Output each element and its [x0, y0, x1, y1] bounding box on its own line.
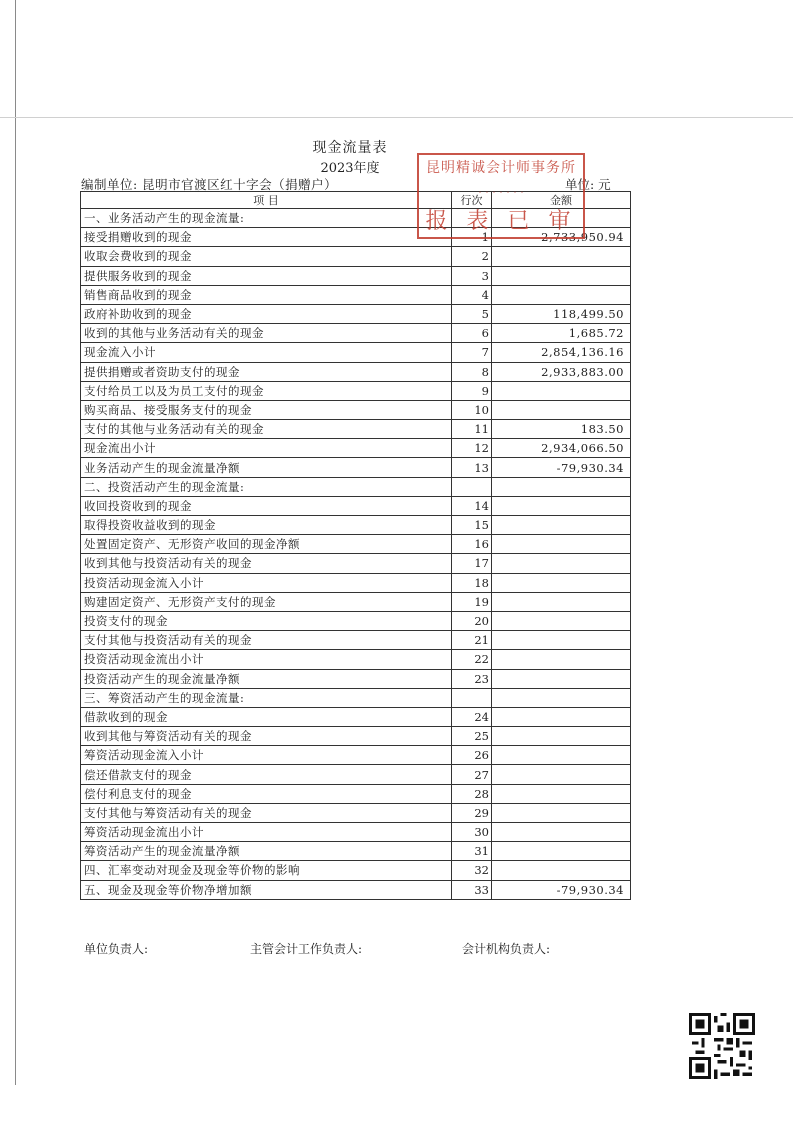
row-line-number: 9 — [452, 381, 492, 400]
row-amount — [492, 631, 631, 650]
row-item: 提供捐赠或者资助支付的现金 — [81, 362, 452, 381]
row-item: 购建固定资产、无形资产支付的现金 — [81, 592, 452, 611]
row-amount — [492, 611, 631, 630]
table-row — [81, 573, 631, 592]
table-row — [81, 285, 631, 304]
row-amount — [492, 247, 631, 266]
table-row — [81, 247, 631, 266]
table-row — [81, 324, 631, 343]
page-title: 现金流量表 — [312, 140, 388, 156]
table-row — [81, 631, 631, 650]
row-line-number: 2 — [452, 247, 492, 266]
row-line-number: 28 — [452, 784, 492, 803]
stamp-line1: 昆明精诚会计师事务所 — [426, 160, 576, 176]
header-item: 项 目 — [81, 192, 452, 209]
stamp-line2: 报 表 已 审 — [425, 209, 577, 234]
row-amount — [492, 516, 631, 535]
row-line-number: 16 — [452, 535, 492, 554]
row-item: 接受捐赠收到的现金 — [81, 228, 452, 247]
table-row — [81, 362, 631, 381]
svg-text:· · · · · · ·: · · · · · · · — [478, 186, 524, 199]
table-row — [81, 746, 631, 765]
header-amount: 金额 — [492, 192, 631, 209]
row-amount — [492, 266, 631, 285]
accounting-head-label: 主管会计工作负责人: — [250, 942, 363, 956]
row-line-number: 4 — [452, 285, 492, 304]
row-item: 收取会费收到的现金 — [81, 247, 452, 266]
row-line-number: 26 — [452, 746, 492, 765]
row-item: 筹资活动现金流入小计 — [81, 746, 452, 765]
table-row — [81, 420, 631, 439]
row-line-number: 22 — [452, 650, 492, 669]
table-row — [81, 803, 631, 822]
table-row — [81, 650, 631, 669]
row-line-number: 21 — [452, 631, 492, 650]
table-row — [81, 343, 631, 362]
row-line-number: 13 — [452, 458, 492, 477]
accounting-dept-head-label: 会计机构负责人: — [462, 942, 551, 956]
table-row — [81, 784, 631, 803]
table-row — [81, 477, 631, 496]
row-item: 偿付利息支付的现金 — [81, 784, 452, 803]
row-line-number: 11 — [452, 420, 492, 439]
row-amount — [492, 746, 631, 765]
table-row — [81, 707, 631, 726]
row-amount — [492, 554, 631, 573]
currency-unit: 单位: 元 — [565, 177, 611, 192]
table-row — [81, 381, 631, 400]
table-row — [81, 592, 631, 611]
row-item: 收到其他与筹资活动有关的现金 — [81, 727, 452, 746]
row-item: 投资支付的现金 — [81, 611, 452, 630]
page-top-line — [0, 117, 793, 118]
row-amount: 183.50 — [492, 420, 631, 439]
table-body — [81, 209, 631, 900]
table-row — [81, 496, 631, 515]
row-amount: 2,733,950.94 — [492, 228, 631, 247]
table-row — [81, 842, 631, 861]
table-row — [81, 880, 631, 899]
table-row — [81, 266, 631, 285]
table-row — [81, 688, 631, 707]
table-row — [81, 439, 631, 458]
row-amount — [492, 842, 631, 861]
row-amount — [492, 496, 631, 515]
table-row — [81, 516, 631, 535]
table-row — [81, 209, 631, 228]
row-amount — [492, 592, 631, 611]
table-row — [81, 535, 631, 554]
row-line-number: 12 — [452, 439, 492, 458]
row-line-number — [452, 209, 492, 228]
row-item: 一、业务活动产生的现金流量: — [81, 209, 452, 228]
row-amount — [492, 285, 631, 304]
table-row — [81, 400, 631, 419]
row-amount — [492, 650, 631, 669]
row-item: 业务活动产生的现金流量净额 — [81, 458, 452, 477]
row-amount: 2,934,066.50 — [492, 439, 631, 458]
row-amount: 2,933,883.00 — [492, 362, 631, 381]
report-year: 2023年度 — [320, 161, 380, 176]
table-row — [81, 727, 631, 746]
row-line-number: 19 — [452, 592, 492, 611]
row-amount — [492, 727, 631, 746]
row-amount: -79,930.34 — [492, 880, 631, 899]
row-line-number — [452, 688, 492, 707]
row-amount — [492, 765, 631, 784]
row-item: 现金流出小计 — [81, 439, 452, 458]
row-line-number: 27 — [452, 765, 492, 784]
row-line-number: 6 — [452, 324, 492, 343]
row-item: 取得投资收益收到的现金 — [81, 516, 452, 535]
row-line-number: 17 — [452, 554, 492, 573]
row-amount — [492, 669, 631, 688]
row-amount — [492, 381, 631, 400]
row-item: 偿还借款支付的现金 — [81, 765, 452, 784]
row-item: 投资活动产生的现金流量净额 — [81, 669, 452, 688]
row-line-number: 7 — [452, 343, 492, 362]
row-item: 五、现金及现金等价物净增加额 — [81, 880, 452, 899]
row-item: 支付其他与投资活动有关的现金 — [81, 631, 452, 650]
row-item: 购买商品、接受服务支付的现金 — [81, 400, 452, 419]
row-line-number: 5 — [452, 304, 492, 323]
table-row — [81, 458, 631, 477]
row-item: 支付给员工以及为员工支付的现金 — [81, 381, 452, 400]
row-line-number: 8 — [452, 362, 492, 381]
row-line-number: 3 — [452, 266, 492, 285]
row-item: 投资活动现金流入小计 — [81, 573, 452, 592]
reporting-unit: 编制单位: 昆明市官渡区红十字会（捐赠户） — [81, 177, 338, 192]
row-item: 投资活动现金流出小计 — [81, 650, 452, 669]
row-amount — [492, 400, 631, 419]
row-line-number: 25 — [452, 727, 492, 746]
table-row — [81, 611, 631, 630]
row-item: 政府补助收到的现金 — [81, 304, 452, 323]
row-line-number: 20 — [452, 611, 492, 630]
row-line-number: 1 — [452, 228, 492, 247]
row-item: 提供服务收到的现金 — [81, 266, 452, 285]
row-item: 支付的其他与业务活动有关的现金 — [81, 420, 452, 439]
row-amount: 118,499.50 — [492, 304, 631, 323]
qr-code-icon — [689, 1013, 755, 1079]
row-amount — [492, 823, 631, 842]
row-line-number: 14 — [452, 496, 492, 515]
table-row — [81, 228, 631, 247]
row-line-number — [452, 477, 492, 496]
row-item: 三、筹资活动产生的现金流量: — [81, 688, 452, 707]
row-line-number: 24 — [452, 707, 492, 726]
signature-line — [84, 940, 644, 958]
row-amount — [492, 707, 631, 726]
unit-head-label: 单位负责人: — [84, 942, 149, 956]
row-amount — [492, 573, 631, 592]
row-amount — [492, 861, 631, 880]
table-row — [81, 304, 631, 323]
row-item: 销售商品收到的现金 — [81, 285, 452, 304]
row-item: 现金流入小计 — [81, 343, 452, 362]
row-line-number: 18 — [452, 573, 492, 592]
table-row — [81, 765, 631, 784]
row-line-number: 30 — [452, 823, 492, 842]
row-item: 处置固定资产、无形资产收回的现金净额 — [81, 535, 452, 554]
row-item: 筹资活动现金流出小计 — [81, 823, 452, 842]
row-amount — [492, 688, 631, 707]
row-amount — [492, 535, 631, 554]
row-amount — [492, 784, 631, 803]
table-header-row — [81, 192, 631, 209]
row-item: 收到其他与投资活动有关的现金 — [81, 554, 452, 573]
row-item: 四、汇率变动对现金及现金等价物的影响 — [81, 861, 452, 880]
row-line-number: 29 — [452, 803, 492, 822]
row-line-number: 33 — [452, 880, 492, 899]
row-item: 支付其他与筹资活动有关的现金 — [81, 803, 452, 822]
table-row — [81, 861, 631, 880]
header-line: 行次 — [452, 192, 492, 209]
row-amount: 2,854,136.16 — [492, 343, 631, 362]
row-amount — [492, 803, 631, 822]
table-row — [81, 669, 631, 688]
row-item: 收回投资收到的现金 — [81, 496, 452, 515]
table-row — [81, 554, 631, 573]
row-line-number: 23 — [452, 669, 492, 688]
row-amount: -79,930.34 — [492, 458, 631, 477]
row-line-number: 32 — [452, 861, 492, 880]
row-item: 筹资活动产生的现金流量净额 — [81, 842, 452, 861]
row-line-number: 31 — [452, 842, 492, 861]
cash-flow-table — [80, 191, 631, 900]
row-amount — [492, 477, 631, 496]
row-line-number: 15 — [452, 516, 492, 535]
row-item: 借款收到的现金 — [81, 707, 452, 726]
table-row — [81, 823, 631, 842]
row-amount: 1,685.72 — [492, 324, 631, 343]
row-item: 收到的其他与业务活动有关的现金 — [81, 324, 452, 343]
row-line-number: 10 — [452, 400, 492, 419]
row-amount — [492, 209, 631, 228]
row-item: 二、投资活动产生的现金流量: — [81, 477, 452, 496]
